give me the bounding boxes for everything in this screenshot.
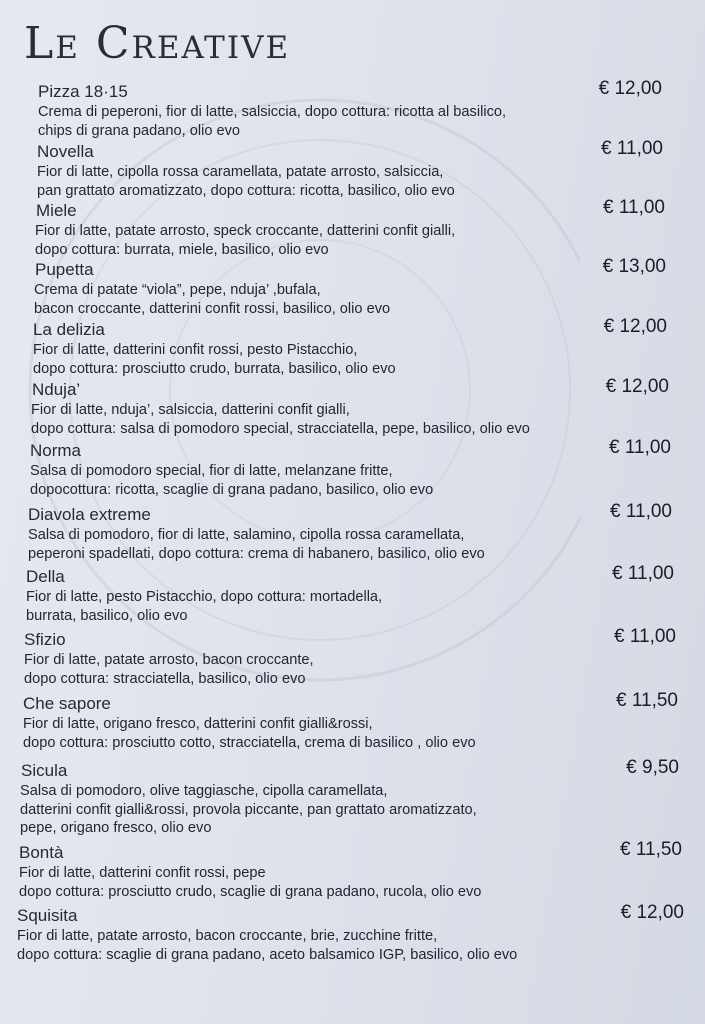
item-price: € 12,00 [603, 316, 667, 337]
description-line: Fior di latte, patate arrosto, speck croccante, datterini confit gialli, [35, 223, 456, 239]
description-line: datterini confit gialli&rossi, provola piccante, pan grattato aromatizzato, [20, 801, 477, 818]
description-line: dopo cottura: scaglie di grana padano, aceto balsamico IGP, basilico, olio evo [17, 946, 518, 963]
description-line: burrata, basilico, olio evo [26, 607, 188, 624]
item-price: € 11,00 [601, 138, 663, 159]
description-line: Crema di patate “viola”, pepe, nduja’ ,bufala, [34, 282, 321, 298]
description-line: dopo cottura: prosciutto crudo, burrata, basilico, olio evo [33, 360, 396, 377]
item-price: € 11,00 [603, 197, 665, 218]
item-description [37, 163, 455, 200]
description-line: Fior di latte, nduja’, salsiccia, datterini confit gialli, [31, 402, 350, 418]
description-line: Fior di latte, origano fresco, datterini confit gialli&rossi, [23, 716, 373, 732]
item-description [26, 588, 382, 625]
item-description [35, 222, 455, 259]
item-description [20, 782, 477, 838]
item-description [24, 651, 314, 688]
item-price: € 12,00 [605, 376, 669, 397]
description-line: Fior di latte, patate arrosto, bacon croccante, brie, zucchine fritte, [17, 928, 438, 944]
item-description [19, 864, 481, 901]
description-line: peperoni spadellati, dopo cottura: crema di habanero, basilico, olio evo [28, 545, 485, 562]
description-line: chips di grana padano, olio evo [38, 122, 241, 139]
item-name: Sfizio [24, 630, 66, 649]
description-line: dopo cottura: burrata, miele, basilico, olio evo [35, 241, 329, 258]
description-line: Fior di latte, pesto Pistacchio, dopo cottura: mortadella, [26, 589, 383, 605]
item-name: Miele [36, 201, 77, 220]
item-price: € 11,50 [616, 690, 678, 711]
item-description [17, 927, 517, 964]
description-line: dopo cottura: salsa di pomodoro special, stracciatella, pepe, basilico, olio evo [31, 420, 530, 437]
item-name: Diavola extreme [28, 505, 151, 524]
description-line: dopocottura: ricotta, scaglie di grana padano, basilico, olio evo [30, 481, 434, 498]
item-description [30, 462, 433, 499]
item-name: Bontà [19, 843, 64, 862]
item-name: Novella [37, 142, 94, 161]
item-description [38, 103, 506, 140]
item-description [33, 341, 396, 378]
menu-title: Le Creative [24, 18, 291, 69]
description-line: Salsa di pomodoro, olive taggiasche, cipolla caramellata, [20, 783, 388, 799]
item-price: € 13,00 [602, 256, 666, 277]
item-name: Sicula [21, 761, 68, 780]
description-line: Salsa di pomodoro special, fior di latte, melanzane fritte, [30, 463, 393, 479]
description-line: dopo cottura: prosciutto cotto, stracciatella, crema di basilico , olio evo [23, 734, 476, 751]
description-line: Fior di latte, datterini confit rossi, pepe [19, 865, 266, 881]
item-price: € 11,50 [620, 839, 682, 860]
item-name: La delizia [33, 320, 105, 339]
item-name: Norma [30, 441, 82, 460]
item-price: € 11,00 [609, 437, 671, 458]
description-line: bacon croccante, datterini confit rossi, basilico, olio evo [34, 300, 391, 317]
item-name: Nduja’ [32, 380, 81, 399]
description-line: dopo cottura: prosciutto crudo, scaglie di grana padano, rucola, olio evo [19, 883, 482, 900]
item-description [34, 281, 390, 318]
item-description [28, 526, 485, 563]
description-line: Fior di latte, patate arrosto, bacon croccante, [24, 652, 314, 668]
item-price: € 11,00 [610, 501, 672, 522]
description-line: Salsa di pomodoro, fior di latte, salamino, cipolla rossa caramellata, [28, 527, 465, 543]
item-name: Che sapore [23, 694, 111, 713]
item-description [23, 715, 476, 752]
description-line: Fior di latte, cipolla rossa caramellata, patate arrosto, salsiccia, [37, 164, 444, 180]
item-price: € 12,00 [598, 78, 662, 99]
item-name: Squisita [17, 906, 78, 925]
item-price: € 11,00 [614, 626, 676, 647]
description-line: Crema di peperoni, fior di latte, salsiccia, dopo cottura: ricotta al basilico, [38, 104, 507, 120]
item-price: € 11,00 [612, 563, 674, 584]
item-price: € 12,00 [620, 902, 684, 923]
item-description [31, 401, 530, 438]
description-line: Fior di latte, datterini confit rossi, pesto Pistacchio, [33, 342, 358, 358]
description-line: dopo cottura: stracciatella, basilico, olio evo [24, 670, 306, 687]
item-price: € 9,50 [626, 757, 679, 778]
description-line: pepe, origano fresco, olio evo [20, 820, 212, 836]
item-name: Pizza 18·15 [38, 82, 128, 101]
item-name: Pupetta [35, 260, 94, 279]
description-line: pan grattato aromatizzato, dopo cottura: ricotta, basilico, olio evo [37, 182, 455, 199]
item-name: Della [26, 567, 65, 586]
